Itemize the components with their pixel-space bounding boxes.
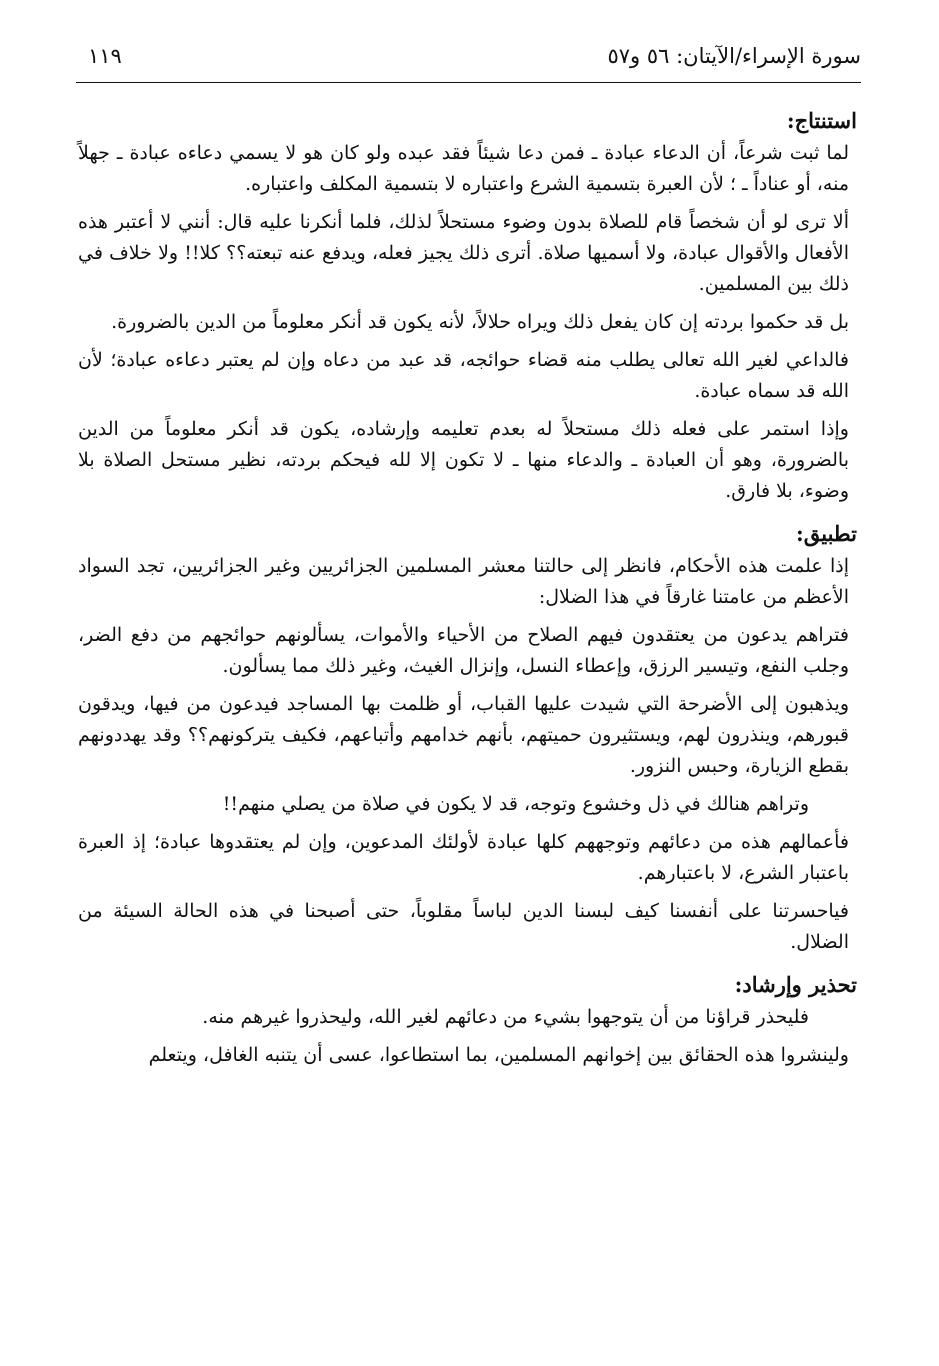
paragraph: ألا ترى لو أن شخصاً قام للصلاة بدون وضوء مستحلاً لذلك، فلما أنكرنا عليه قال: أنني لا أعتبر هذه الأفعال والأقوال عبادة، ولا أسميها صلاة. أترى ذلك يجيز فعله، ويدفع عنه تبعته؟؟ كلا!! ولا خلاف في ذلك بين المسلمين. (78, 211, 849, 295)
paragraph: ويذهبون إلى الأضرحة التي شيدت عليها القباب، أو ظلمت بها المساجد فيدعون من فيها، ويدقون قبورهم، وينذرون لهم، ويستثيرون حميتهم، بأنهم خدامهم وأتباعهم، فكيف يتركونهم؟؟ وقد يهددونهم بقطع الزيارة، وحبس النزور. (78, 693, 849, 777)
chapter-title: سورة الإسراء/الآيتان: ٥٦ و٥٧ (607, 44, 861, 68)
paragraph: إذا علمت هذه الأحكام، فانظر إلى حالتنا معشر المسلمين الجزائريين وغير الجزائريين، تجد السواد الأعظم من عامتنا غارقاً في هذا الضلال: (78, 555, 849, 608)
paragraph: فتراهم يدعون من يعتقدون فيهم الصلاح من الأحياء والأموات، يسألونهم حوائجهم من دفع الضر، وجلب النفع، وتيسير الرزق، وإعطاء النسل، وإنزال الغيث، وغير ذلك مما يسألون. (78, 624, 849, 677)
paragraph: فأعمالهم هذه من دعائهم وتوجههم كلها عبادة لأولئك المدعوين، وإن لم يعتقدوها عبادة؛ إذ العبرة باعتبار الشرع، لا باعتبارهم. (78, 831, 849, 884)
page-number: ١١٩ (88, 44, 122, 68)
running-header (76, 36, 861, 76)
paragraph: وإذا استمر على فعله ذلك مستحلاً له بعدم تعليمه وإرشاده، يكون قد أنكر معلوماً من الدين بالضرورة، وهو أن العبادة ـ والدعاء منها ـ لا تكون إلا لله فيحكم بردته، نظير مستحل الصلاة بلا وضوء، بلا فارق. (78, 418, 849, 502)
paragraph: فياحسرتنا على أنفسنا كيف لبسنا الدين لباساً مقلوباً، حتى أصبحنا في هذه الحالة السيئة من الضلال. (78, 900, 849, 953)
paragraph: ولينشروا هذه الحقائق بين إخوانهم المسلمين، بما استطاعوا، عسى أن يتنبه الغافل، ويتعلم (148, 1044, 849, 1066)
header-divider (76, 82, 861, 83)
paragraph: بل قد حكموا بردته إن كان يفعل ذلك ويراه حلالاً، لأنه يكون قد أنكر معلوماً من الدين بالضرورة. (111, 311, 849, 333)
section-heading-application: تطبيق: (795, 521, 857, 546)
paragraph: فليحذر قراؤنا من أن يتوجهوا بشيء من دعائهم لغير الله، وليحذروا غيرهم منه. (202, 1006, 809, 1028)
section-heading-conclusion: استنتاج: (786, 108, 857, 133)
paragraph: لما ثبت شرعاً، أن الدعاء عبادة ـ فمن دعا شيئاً فقد عبده ولو كان هو لا يسمي دعاءه عبادة ـ جهلاً منه، أو عناداً ـ ؛ لأن العبرة بتسمية الشرع واعتباره لا بتسمية المكلف واعتباره. (78, 142, 849, 195)
paragraph: وتراهم هنالك في ذل وخشوع وتوجه، قد لا يكون في صلاة من يصلي منهم!! (222, 793, 809, 815)
body-text (78, 104, 857, 1078)
section-heading-warning-guidance: تحذير وإرشاد: (734, 972, 857, 997)
paragraph: فالداعي لغير الله تعالى يطلب منه قضاء حوائجه، قد عبد من دعاه وإن لم يعتبر دعاءه عبادة؛ لأن الله قد سماه عبادة. (78, 349, 849, 402)
